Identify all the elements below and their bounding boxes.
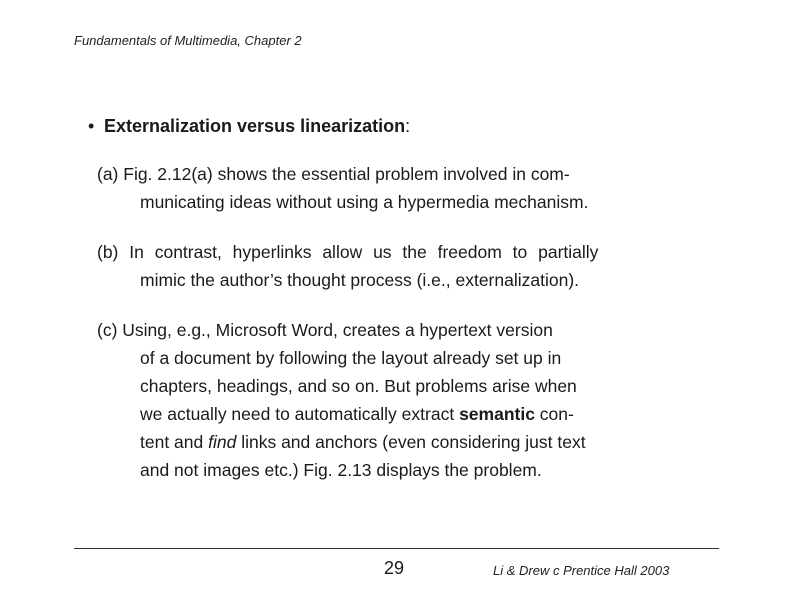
item-c-line-3: chapters, headings, and so on. But problems arise when (140, 376, 577, 396)
item-b-line-1: (b) In contrast, hyperlinks allow us the freedom to partially (97, 242, 599, 262)
item-c-line-4 (97, 400, 586, 428)
bullet-heading: Externalization versus linearization (104, 116, 406, 136)
bullet-marker: • (88, 116, 95, 136)
list-item-c (97, 316, 586, 484)
item-c-line-6: and not images etc.) Fig. 2.13 displays the problem. (140, 460, 542, 480)
item-a-line-2: municating ideas without using a hypermedia mechanism. (140, 192, 589, 212)
list-item-b (97, 238, 598, 294)
emphasis-semantic: semantic (459, 404, 535, 424)
item-c-line-1: (c) Using, e.g., Microsoft Word, creates a hypertext version (97, 320, 553, 340)
footer-divider (74, 548, 719, 549)
item-a-line-1: (a) Fig. 2.12(a) shows the essential problem involved in com- (97, 164, 570, 184)
item-c-line-4-tail: con- (534, 404, 574, 424)
item-c-line-5-text: tent and (140, 432, 209, 452)
footer-credit: Li & Drew c Prentice Hall 2003 (493, 563, 670, 578)
bullet-heading-line (88, 116, 410, 137)
emphasis-find: find (208, 432, 237, 452)
item-b-line-2: mimic the author’s thought process (i.e., externalization). (140, 270, 580, 290)
list-item-a (97, 160, 588, 216)
item-c-line-2: of a document by following the layout already set up in (140, 348, 562, 368)
page-number: 29 (384, 558, 405, 578)
item-c-line-4-text: we actually need to automatically extract (140, 404, 460, 424)
item-c-line-5 (97, 428, 586, 456)
running-header: Fundamentals of Multimedia, Chapter 2 (74, 33, 302, 48)
bullet-colon: : (405, 116, 411, 136)
item-c-line-5-tail: links and anchors (even considering just text (236, 432, 586, 452)
